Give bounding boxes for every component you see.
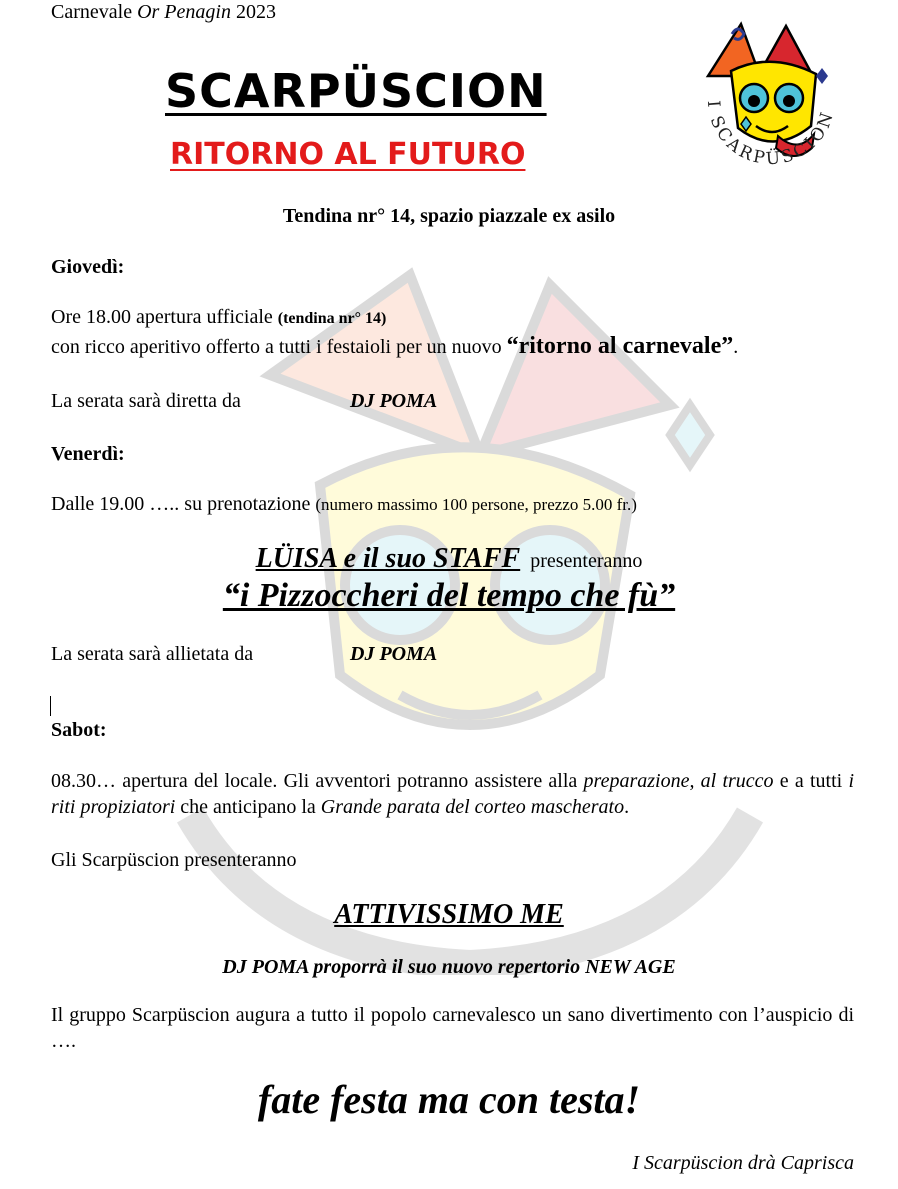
saturday-presenters: Gli Scarpüscion presenteranno xyxy=(51,849,297,871)
logo-arc-text: I SCARPÜSCION xyxy=(702,99,839,170)
saturday-text-f: Grande parata del corteo mascherato xyxy=(320,796,625,818)
friday-dish: “i Pizzoccheri del tempo che fù” xyxy=(222,577,676,614)
friday-heading: Venerdì: xyxy=(51,443,125,465)
event-subtitle: RITORNO AL FUTURO xyxy=(170,137,526,172)
carnival-year: 2023 xyxy=(230,1,276,23)
saturday-heading: Sabot: xyxy=(51,719,107,741)
thursday-aperitivo xyxy=(51,333,738,360)
text-cursor xyxy=(50,696,51,716)
aperitivo-text: con ricco aperitivo offerto a tutti i festaioli per un nuovo xyxy=(51,336,507,358)
friday-host-dj: DJ POMA xyxy=(350,643,438,665)
location-line: Tendina nr° 14, spazio piazzale ex asilo xyxy=(282,205,616,227)
brand-title: SCARPÜSCION xyxy=(165,64,547,118)
show-title: ATTIVISSIMO ME xyxy=(334,899,564,930)
closing-wish: Il gruppo Scarpüscion augura a tutto il popolo carnevalesco un sano divertimento con l’auspicio di …. xyxy=(51,1004,854,1052)
booking-note: (numero massimo 100 persone, prezzo 5.00 fr.) xyxy=(315,495,637,514)
saturday-text-e: che anticipano la xyxy=(175,796,321,818)
friday-time xyxy=(51,493,637,516)
saturday-dj-line: DJ POMA proporrà il suo nuovo repertorio NEW AGE xyxy=(222,956,676,978)
thursday-host-dj: DJ POMA xyxy=(350,390,438,412)
scarpuscion-logo xyxy=(686,16,856,186)
presenters-name: LÜISA e il suo STAFF xyxy=(255,543,521,574)
opening-text: Ore 18.00 apertura ufficiale xyxy=(51,306,278,328)
saturday-paragraph xyxy=(51,768,854,820)
presenting-word: presenteranno xyxy=(530,550,643,572)
signature: I Scarpüscion drà Caprisca xyxy=(632,1152,854,1174)
saturday-text-a: 08.30… apertura del locale. Gli avventori potranno assistere alla xyxy=(51,770,584,792)
saturday-text-c: e a tutti xyxy=(773,770,849,792)
friday-presenters-line xyxy=(0,543,898,575)
saturday-text-b: preparazione, al trucco xyxy=(583,770,774,792)
saturday-text-g: . xyxy=(624,796,630,818)
aperitivo-highlight: “ritorno al carnevale” xyxy=(506,333,734,359)
carnival-header xyxy=(51,1,276,24)
closing-motto: fate festa ma con testa! xyxy=(257,1077,641,1122)
carnival-name: Or Penagin xyxy=(137,1,231,23)
friday-time-text: Dalle 19.00 ….. su prenotazione xyxy=(51,493,316,515)
saturday-text-d: i riti propiziatori xyxy=(51,770,855,818)
carnival-prefix: Carnevale xyxy=(51,1,138,23)
aperitivo-end: . xyxy=(733,336,739,358)
thursday-opening xyxy=(51,306,386,329)
friday-host-text: La serata sarà allietata da xyxy=(51,643,254,665)
opening-note: (tendina nr° 14) xyxy=(277,310,387,327)
thursday-heading: Giovedì: xyxy=(51,256,125,278)
thursday-host-text: La serata sarà diretta da xyxy=(51,390,241,412)
